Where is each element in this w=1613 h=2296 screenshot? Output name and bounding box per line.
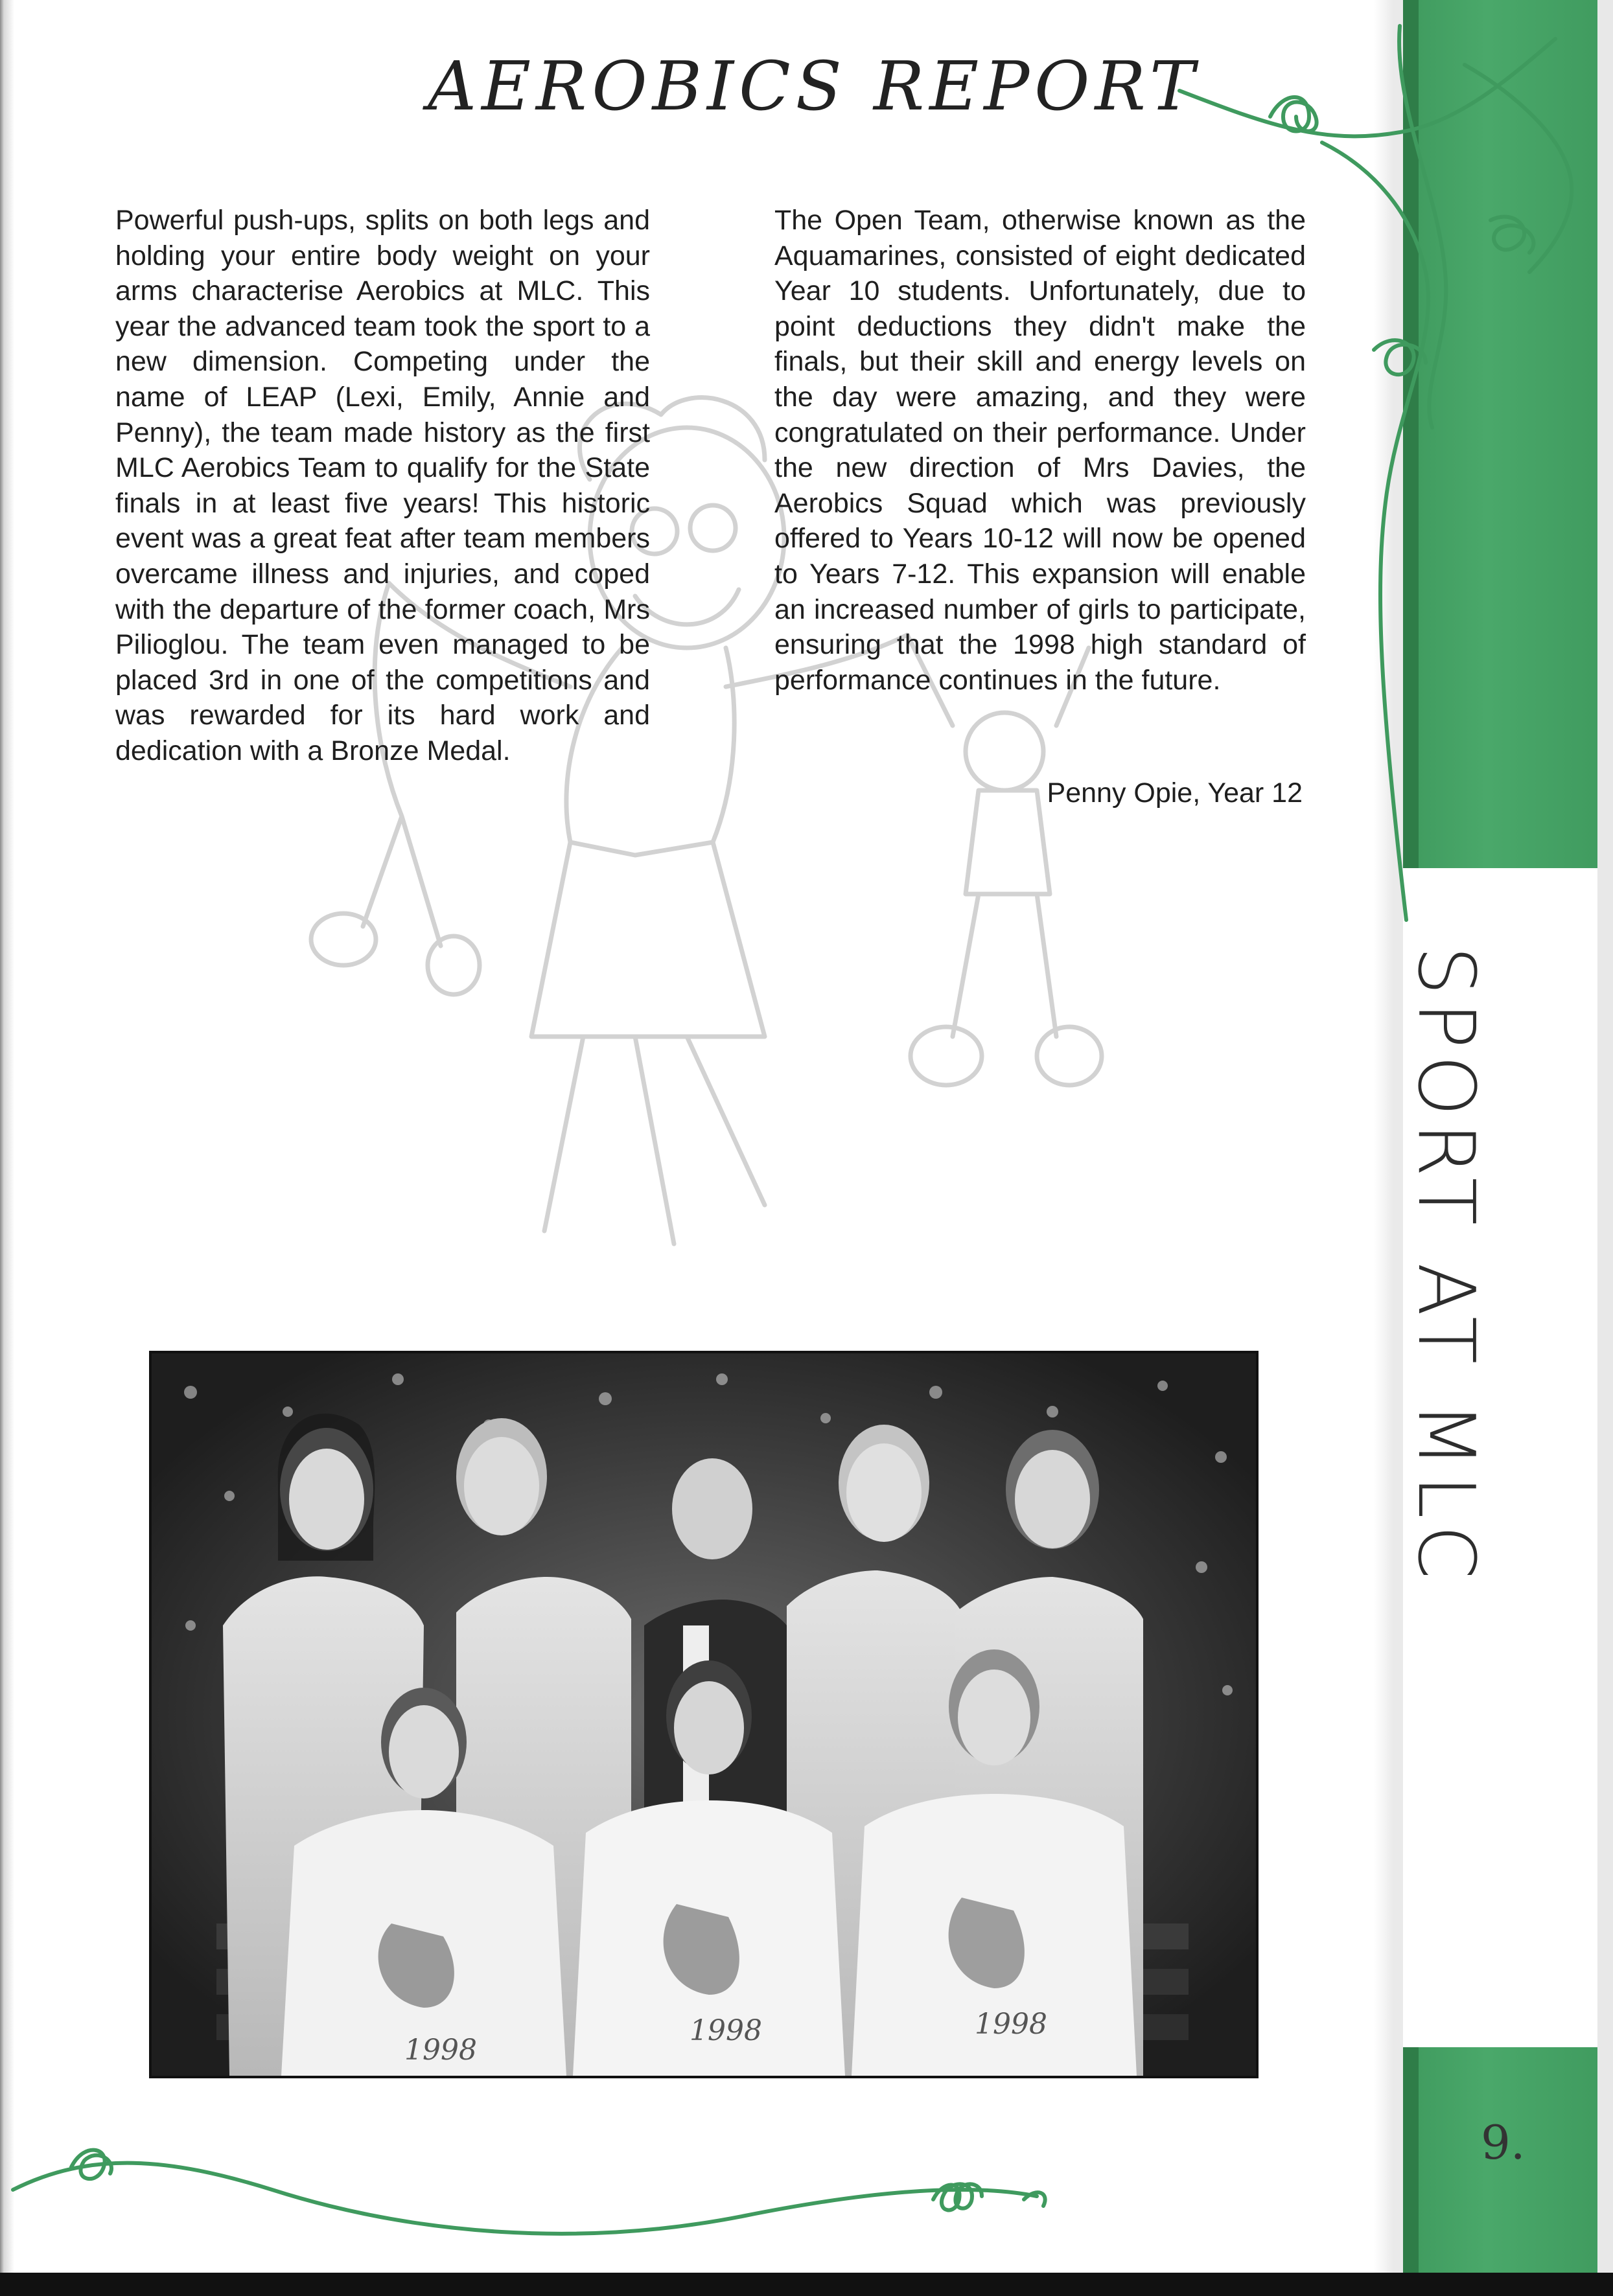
team-photo-image (152, 1353, 1256, 2076)
shirt-print-1: 1998 (404, 2034, 477, 2067)
vine-top-2 (1322, 143, 1428, 920)
vine-bottom-1 (13, 2163, 1037, 2234)
sketch-skirt (531, 842, 765, 1037)
article-left-column: Powerful push-ups, splits on both legs and holding your entire body weight on your arms characterise Aerobics at MLC. This year the advanced team took the sport to a new dimension. Competing under the name of LEAP (Lexi, Emily, Annie and Penny), the team made history as the first MLC Aerobics Team to qualify for the State finals in at least five years! This historic event was a great feat after team members overcame illness and injuries, and coped with the departure of the former coach, Mrs Pilioglou. The team even managed to be placed 3rd in one of the competitions and was rewarded for its hard work and dedication with a Bronze Medal. (115, 205, 650, 766)
sketch-smile (635, 590, 739, 625)
sketch-left-foot-2 (428, 936, 480, 994)
sketch-eye-right (690, 505, 736, 551)
article-byline: Penny Opie, Year 12 (1047, 777, 1303, 809)
vine-bottom-curl-3 (1024, 2192, 1045, 2206)
vine-curl-3 (1491, 217, 1533, 253)
vine-top-3 (1399, 26, 1446, 428)
team-photo (149, 1351, 1259, 2078)
article-right-column: The Open Team, otherwise known as the Aquamarines, consisted of eight dedicated Year 10 students. Unfortunately, due to point deductions they didn't make the finals, but their skill and energy levels on the day were amazing, and they were congratulated on their performance. Under the new direction of Mrs Davies, the Aerobics Squad which was previously offered to Years 10-12 will now be opened to Years 7-12. This expansion will enable an increased number of girls to participate, ensuring that the 1998 high standard of performance continues in the future. (774, 205, 1306, 696)
shirt-print-2: 1998 (690, 2014, 762, 2047)
sketch-right-foot-2 (1037, 1027, 1102, 1085)
sketch-left-foot (311, 913, 376, 965)
sketch-right-legs (953, 894, 1056, 1037)
page-title: AEROBICS REPORT (428, 47, 1200, 126)
sketch-legs (544, 1037, 765, 1244)
side-heading: SPORT AT MLC (1400, 946, 1491, 1586)
page-number: 9. (1481, 2115, 1526, 2170)
shirt-print-3: 1998 (975, 2008, 1047, 2041)
front-row (281, 1649, 1137, 2076)
sketch-right-foot-1 (911, 1027, 982, 1085)
